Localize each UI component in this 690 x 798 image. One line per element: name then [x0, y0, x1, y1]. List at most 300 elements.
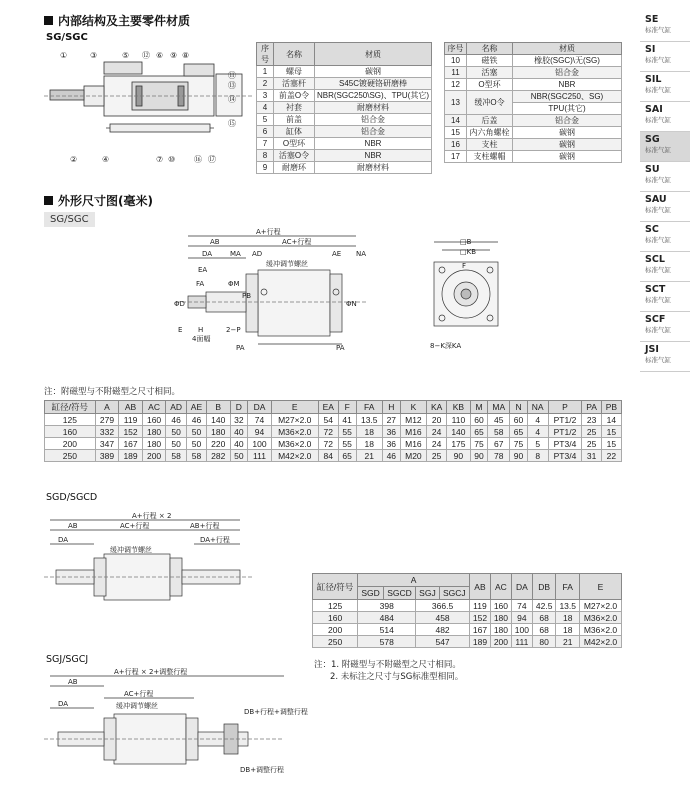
- balloon-11: ⑪: [228, 71, 236, 80]
- table-row: [257, 66, 432, 78]
- table-cell: 23: [582, 414, 601, 426]
- table-cell: 220: [206, 438, 230, 450]
- col-header: DA: [248, 401, 272, 414]
- sidenav-item-si[interactable]: [640, 42, 690, 72]
- table-cell: 碳钢: [513, 151, 622, 163]
- table-cell: 152: [119, 426, 143, 438]
- table-row: [257, 78, 432, 90]
- label-ac-stroke: AC+行程: [282, 238, 312, 246]
- table-cell: 45: [488, 414, 510, 426]
- table-row: [45, 426, 622, 438]
- table-cell: 100: [511, 624, 532, 636]
- table-cell: 72: [318, 438, 338, 450]
- col-header: AB: [469, 574, 490, 600]
- sidenav-item-sai[interactable]: [640, 102, 690, 132]
- sidenav-item-sau[interactable]: [640, 192, 690, 222]
- table-cell: PT1/2: [548, 414, 582, 426]
- table-cell: 耐磨材料: [314, 162, 431, 174]
- table-cell: 160: [142, 414, 166, 426]
- table-cell: M36×2.0: [580, 612, 622, 624]
- table-cell: 支柱: [467, 139, 513, 151]
- sgd-note-1: 注：1. 附磁型与不附磁型之尺寸相同。: [314, 660, 461, 670]
- label-db-adjust: DB+行程+调整行程: [244, 708, 308, 716]
- col-header: PB: [601, 401, 621, 414]
- col-header: PA: [582, 401, 601, 414]
- col-header: 序号: [257, 43, 274, 66]
- table-cell: 2: [257, 78, 274, 90]
- table-cell: NBR: [314, 150, 431, 162]
- table-cell: 4: [257, 102, 274, 114]
- col-header: B: [206, 401, 230, 414]
- parts-table-left: [256, 42, 432, 174]
- sidenav-item-su[interactable]: [640, 162, 690, 192]
- internal-structure-drawing: [44, 46, 254, 170]
- table-cell: 21: [356, 450, 382, 462]
- parts-table-right: [444, 42, 622, 163]
- table-cell: 8: [257, 150, 274, 162]
- balloon-2: ②: [70, 155, 78, 164]
- balloon-3: ③: [90, 51, 98, 60]
- label-ae: AE: [332, 250, 342, 258]
- table-cell: 366.5: [416, 600, 470, 612]
- label-e: E: [178, 326, 183, 334]
- table-cell: 13: [445, 91, 467, 115]
- table-cell: 3: [257, 90, 274, 102]
- table-cell: 175: [447, 438, 471, 450]
- table-cell: 铝合金: [513, 115, 622, 127]
- table-cell: 160: [313, 612, 358, 624]
- table-cell: 前盖O令: [274, 90, 315, 102]
- label-2p: 2−P: [226, 326, 241, 334]
- table-cell: M27×2.0: [271, 414, 318, 426]
- table-cell: 8: [527, 450, 548, 462]
- table-cell: 180: [206, 426, 230, 438]
- sidenav-caption: 标准气缸: [645, 326, 671, 334]
- label-cushion: 缓冲调节螺丝: [116, 702, 158, 710]
- table-cell: 55: [338, 438, 356, 450]
- col-header: E: [271, 401, 318, 414]
- table-cell: 58: [488, 426, 510, 438]
- table-cell: 25: [582, 426, 601, 438]
- label-h: H: [198, 326, 204, 334]
- table-cell: 18: [356, 426, 382, 438]
- table-cell: 24: [427, 438, 447, 450]
- table-cell: 后盖: [467, 115, 513, 127]
- table-cell: 68: [532, 624, 556, 636]
- table-cell: 75: [470, 438, 488, 450]
- table-cell: 50: [186, 438, 206, 450]
- balloon-6: ⑥: [156, 51, 164, 60]
- dimension-drawing-end: [428, 236, 508, 354]
- col-header: K: [400, 401, 426, 414]
- table-row: [257, 114, 432, 126]
- sidenav-code: SAU: [645, 194, 667, 205]
- label-fa: FA: [196, 280, 205, 288]
- balloon-7: ⑦: [156, 155, 164, 164]
- label-cushion: 缓冲调节螺丝: [110, 546, 152, 554]
- table-cell: 180: [490, 612, 511, 624]
- table-cell: 橡胶(SGC)\无(SG): [513, 55, 622, 67]
- sidenav-caption: 标准气缸: [645, 86, 671, 94]
- table-cell: 31: [582, 450, 601, 462]
- section-title-text: 外形尺寸图(毫米): [58, 194, 153, 208]
- table-cell: 18: [556, 612, 580, 624]
- table-cell: 60: [510, 414, 528, 426]
- sidenav-item-scf[interactable]: [640, 312, 690, 342]
- label-f: F: [462, 262, 467, 270]
- col-header: KA: [427, 401, 447, 414]
- sidenav-caption: 标准气缸: [645, 176, 671, 184]
- table-row: [313, 624, 622, 636]
- col-header: DB: [532, 574, 556, 600]
- label-da: DA: [202, 250, 213, 258]
- sgj-drawing: [44, 668, 314, 780]
- label-ma: MA: [230, 250, 241, 258]
- table-cell: 36: [382, 438, 400, 450]
- sgd-drawing: [44, 512, 264, 608]
- sidenav-item-se[interactable]: [640, 12, 690, 42]
- sidenav-item-sc[interactable]: [640, 222, 690, 252]
- table-cell: PT1/2: [548, 426, 582, 438]
- balloon-8: ⑧: [182, 51, 190, 60]
- sidenav-code: SCF: [645, 314, 666, 325]
- sidenav-item-scl[interactable]: [640, 252, 690, 282]
- sidenav-code: JSI: [645, 344, 659, 355]
- balloon-13: ⑬: [228, 81, 236, 90]
- table-cell: 10: [445, 55, 467, 67]
- label-pb: PB: [242, 292, 252, 300]
- table-cell: NBR: [513, 79, 622, 91]
- table-cell: 125: [313, 600, 358, 612]
- table-cell: 5: [527, 438, 548, 450]
- model-label: SG/SGC: [46, 32, 88, 43]
- table-cell: 50: [186, 426, 206, 438]
- sgd-model-label: SGD/SGCD: [46, 492, 98, 503]
- col-header: DA: [511, 574, 532, 600]
- table-cell: 4: [527, 426, 548, 438]
- table-cell: 41: [338, 414, 356, 426]
- sidenav-caption: 标准气缸: [645, 356, 671, 364]
- table-cell: 458: [416, 612, 470, 624]
- table-cell: 58: [186, 450, 206, 462]
- table-cell: 67: [488, 438, 510, 450]
- table-cell: 支柱螺帽: [467, 151, 513, 163]
- table-cell: 100: [248, 438, 272, 450]
- sidenav-caption: 标准气缸: [645, 266, 671, 274]
- label-ac-stroke: AC+行程: [124, 690, 154, 698]
- table-cell: 111: [248, 450, 272, 462]
- col-header: D: [230, 401, 248, 414]
- table-cell: 铝合金: [513, 67, 622, 79]
- table-cell: 200: [313, 624, 358, 636]
- col-header: M: [470, 401, 488, 414]
- sidenav-item-sg[interactable]: [640, 132, 690, 162]
- table-cell: 250: [313, 636, 358, 648]
- table-row: [257, 150, 432, 162]
- balloon-15: ⑮: [228, 119, 236, 128]
- table-cell: 482: [416, 624, 470, 636]
- sgd-dimension-table: [312, 573, 622, 648]
- table-cell: 碳钢: [513, 139, 622, 151]
- table-cell: 200: [45, 438, 96, 450]
- table-cell: 68: [532, 612, 556, 624]
- balloon-9: ⑨: [170, 51, 178, 60]
- table-cell: 铝合金: [314, 126, 431, 138]
- col-header: H: [382, 401, 400, 414]
- col-header: AE: [186, 401, 206, 414]
- label-pa-left: PA: [236, 344, 245, 352]
- table-cell: 缓冲O令: [467, 91, 513, 115]
- table-cell: 167: [469, 624, 490, 636]
- col-header: 名称: [467, 43, 513, 55]
- sidenav-code: SE: [645, 14, 659, 25]
- table-cell: 7: [257, 138, 274, 150]
- table-row: [45, 414, 622, 426]
- sidenav-caption: 标准气缸: [645, 56, 671, 64]
- label-phi-m: ΦM: [228, 280, 240, 288]
- table-cell: M12: [400, 414, 426, 426]
- table-cell: 50: [230, 450, 248, 462]
- table-cell: 74: [248, 414, 272, 426]
- table-cell: M42×2.0: [271, 450, 318, 462]
- balloon-5: ⑤: [122, 51, 130, 60]
- sidenav-item-sct[interactable]: [640, 282, 690, 312]
- table-cell: M16: [400, 426, 426, 438]
- table-cell: 6: [257, 126, 274, 138]
- table-cell: 84: [318, 450, 338, 462]
- table-cell: 内六角螺栓: [467, 127, 513, 139]
- sidenav-code: SI: [645, 44, 656, 55]
- table-cell: 4: [527, 414, 548, 426]
- table-cell: 13.5: [356, 414, 382, 426]
- table-row: [313, 600, 622, 612]
- table-cell: 189: [119, 450, 143, 462]
- table-cell: NBR(SGC250、SG): [513, 91, 622, 103]
- table-cell: 80: [532, 636, 556, 648]
- table-cell: 55: [338, 426, 356, 438]
- table-cell: M36×2.0: [271, 426, 318, 438]
- table-row: [313, 636, 622, 648]
- table-cell: M42×2.0: [580, 636, 622, 648]
- table-cell: 12: [445, 79, 467, 91]
- table-cell: 活塞O令: [274, 150, 315, 162]
- table-row: [257, 90, 432, 102]
- table-cell: 活塞: [467, 67, 513, 79]
- main-dimension-table: [44, 400, 622, 462]
- col-header: AB: [119, 401, 143, 414]
- sidenav-item-sil[interactable]: [640, 72, 690, 102]
- table-cell: 14: [445, 115, 467, 127]
- table-cell: 90: [447, 450, 471, 462]
- label-k-depth: 8−K深KA: [430, 342, 462, 350]
- table-cell: 螺母: [274, 66, 315, 78]
- col-header: SGCJ: [439, 587, 469, 600]
- table-cell: 22: [601, 450, 621, 462]
- table-row: [445, 139, 622, 151]
- table-row: [313, 612, 622, 624]
- label-ac-stroke: AC+行程: [120, 522, 150, 530]
- table-cell: 484: [358, 612, 416, 624]
- label-ea: EA: [198, 266, 208, 274]
- table-cell: 36: [382, 426, 400, 438]
- square-bullet-icon: [44, 16, 53, 25]
- col-header: 材质: [513, 43, 622, 55]
- table-cell: 65: [510, 426, 528, 438]
- table-cell: 65: [470, 426, 488, 438]
- table-row: [45, 450, 622, 462]
- balloon-1: ①: [60, 51, 68, 60]
- table-cell: 160: [490, 600, 511, 612]
- table-cell: M36×2.0: [580, 624, 622, 636]
- col-header: 名称: [274, 43, 315, 66]
- table-cell: PT3/4: [548, 438, 582, 450]
- sidenav-code: SG: [645, 134, 660, 145]
- sidenav-item-jsi[interactable]: [640, 342, 690, 372]
- table-cell: 50: [166, 426, 187, 438]
- table-cell: M36×2.0: [271, 438, 318, 450]
- sidenav-code: SU: [645, 164, 660, 175]
- balloon-12: ⑫: [142, 51, 150, 60]
- table-cell: 耐磨环: [274, 162, 315, 174]
- table-cell: 60: [470, 414, 488, 426]
- table-cell: 119: [119, 414, 143, 426]
- col-header: SGCD: [383, 587, 415, 600]
- sidenav-caption: 标准气缸: [645, 146, 671, 154]
- col-header: FA: [356, 401, 382, 414]
- table-row: [445, 55, 622, 67]
- balloon-10: ⑩: [168, 155, 176, 164]
- table-cell: 111: [511, 636, 532, 648]
- table-cell: 50: [166, 438, 187, 450]
- table-row: [445, 79, 622, 91]
- label-phi-d: ΦD: [174, 300, 185, 308]
- table-cell: 279: [95, 414, 119, 426]
- table-cell: M27×2.0: [580, 600, 622, 612]
- col-header: EA: [318, 401, 338, 414]
- col-header: AD: [166, 401, 187, 414]
- table-cell: 5: [257, 114, 274, 126]
- table-cell: 90: [510, 450, 528, 462]
- sgd-note-2: 2. 未标注之尺寸与SG标准型相同。: [330, 672, 464, 682]
- label-ad: AD: [252, 250, 263, 258]
- sidenav-caption: 标准气缸: [645, 116, 671, 124]
- label-4-width: 4面幅: [192, 335, 211, 343]
- table-cell: 24: [427, 426, 447, 438]
- section-title-text: 内部结构及主要零件材质: [58, 14, 191, 28]
- table-cell: 140: [206, 414, 230, 426]
- table-cell: 200: [490, 636, 511, 648]
- table-cell: PT3/4: [548, 450, 582, 462]
- table-cell: 40: [230, 426, 248, 438]
- col-header: SGD: [358, 587, 384, 600]
- col-header: SGJ: [416, 587, 440, 600]
- table-cell: 200: [142, 450, 166, 462]
- col-header: FA: [556, 574, 580, 600]
- table-cell: 90: [470, 450, 488, 462]
- table-row: [257, 102, 432, 114]
- table-row: [445, 127, 622, 139]
- section-title-dimensions: [44, 192, 153, 209]
- table-cell: 碳钢: [314, 66, 431, 78]
- table-cell: 活塞杆: [274, 78, 315, 90]
- balloon-17: ⑰: [208, 155, 216, 164]
- table-cell: 42.5: [532, 600, 556, 612]
- table-cell: 碳钢: [513, 127, 622, 139]
- table-cell: 46: [166, 414, 187, 426]
- table-cell: 18: [356, 438, 382, 450]
- table-cell: 75: [510, 438, 528, 450]
- col-header: 材质: [314, 43, 431, 66]
- label-kb: □KB: [460, 248, 477, 256]
- label-da-stroke: DA+行程: [200, 536, 230, 544]
- table-cell: 13.5: [556, 600, 580, 612]
- balloon-14: ⑭: [228, 95, 236, 104]
- sidenav-code: SIL: [645, 74, 662, 85]
- table-row: [45, 438, 622, 450]
- label-b: □B: [460, 238, 472, 246]
- table-cell: 46: [382, 450, 400, 462]
- table-row: [445, 115, 622, 127]
- table-cell: 167: [119, 438, 143, 450]
- label-na: NA: [356, 250, 367, 258]
- table-cell: 15: [601, 426, 621, 438]
- table-cell: 74: [511, 600, 532, 612]
- sidenav-caption: 标准气缸: [645, 206, 671, 214]
- balloon-4: ④: [102, 155, 110, 164]
- table-cell: 17: [445, 151, 467, 163]
- table-cell: 72: [318, 426, 338, 438]
- table-cell: 耐磨材料: [314, 102, 431, 114]
- table-cell: 1: [257, 66, 274, 78]
- table-row: [257, 126, 432, 138]
- table-cell: 250: [45, 450, 96, 462]
- col-header: P: [548, 401, 582, 414]
- table-cell: 20: [427, 414, 447, 426]
- table-cell: 15: [601, 438, 621, 450]
- table-cell: 94: [511, 612, 532, 624]
- col-header: 序号: [445, 43, 467, 55]
- label-ab: AB: [210, 238, 220, 246]
- sidenav-caption: 标准气缸: [645, 236, 671, 244]
- dimension-drawing-side: [166, 226, 378, 356]
- table-row: [257, 138, 432, 150]
- table-cell: 65: [338, 450, 356, 462]
- table-cell: 125: [45, 414, 96, 426]
- label-cushion: 缓冲调节螺丝: [266, 260, 308, 268]
- table-cell: 58: [166, 450, 187, 462]
- col-header: F: [338, 401, 356, 414]
- col-header: 缸径/符号: [313, 574, 358, 600]
- table-row: [445, 67, 622, 79]
- col-header: 缸径/符号: [45, 401, 96, 414]
- sidenav-caption: 标准气缸: [645, 26, 671, 34]
- col-header: NA: [527, 401, 548, 414]
- label-a-stroke: A+行程: [256, 228, 281, 236]
- table-cell: 578: [358, 636, 416, 648]
- table-cell: 缸体: [274, 126, 315, 138]
- table-cell: 27: [382, 414, 400, 426]
- table-cell: 32: [230, 414, 248, 426]
- table-row: [445, 151, 622, 163]
- col-header: MA: [488, 401, 510, 414]
- table-cell: O型环: [274, 138, 315, 150]
- table-cell: 11: [445, 67, 467, 79]
- table-cell: 347: [95, 438, 119, 450]
- sidenav-code: SCL: [645, 254, 665, 265]
- table-cell: NBR(SGC250\SG)、TPU(其它): [314, 90, 431, 102]
- label-db-adjust-2: DB+调整行程: [240, 766, 285, 774]
- table-cell: M20: [400, 450, 426, 462]
